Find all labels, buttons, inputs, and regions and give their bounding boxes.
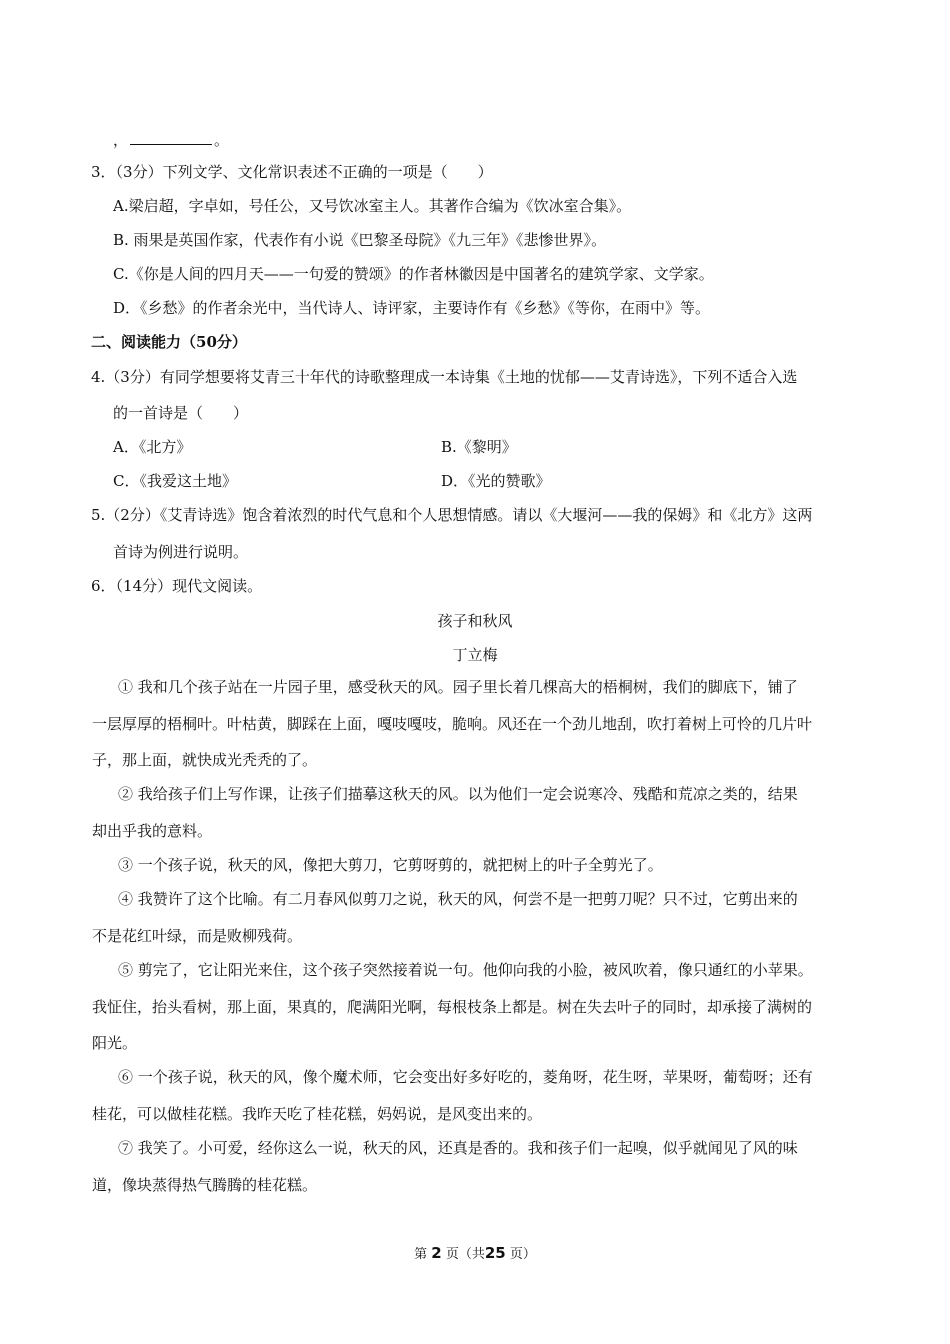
answer-blank-line: ， 。 — [113, 131, 230, 149]
article-paragraph-line: 一层厚厚的梧桐叶。叶枯黄，脚踩在上面，嘎吱嘎吱，脆响。风还在一个劲儿地刮，吹打着树上可怜的几片叶 — [92, 715, 813, 733]
article-title: 孩子和秋风 — [437, 612, 513, 630]
question-3-option-a: A.梁启超，字卓如，号任公，又号饮冰室主人。其著作合编为《饮冰室合集》。 — [113, 197, 632, 215]
article-paragraph-line: ② 我给孩子们上写作课，让孩子们描摹这秋天的风。以为他们一定会说寒冷、残酷和荒凉之类的，结果 — [118, 785, 798, 803]
page-total: 25 — [484, 1244, 506, 1262]
question-4-option-b: B.《黎明》 — [441, 438, 517, 456]
question-6-stem: 6．（14分）现代文阅读。 — [91, 577, 263, 595]
question-5-stem: 5.（2分）《艾青诗选》饱含着浓烈的时代气息和个人思想情感。请以《大堰河——我的保姆》和《北方》这两 — [91, 506, 813, 524]
question-4-option-d: D．《光的赞歌》 — [441, 472, 551, 490]
article-author: 丁立梅 — [452, 646, 498, 664]
article-paragraph-line: ④ 我赞许了这个比喻。有二月春风似剪刀之说，秋天的风，何尝不是一把剪刀呢？只不过，它剪出来的 — [118, 890, 798, 908]
article-paragraph-line: 桂花，可以做桂花糕。我昨天吃了桂花糕，妈妈说，是风变出来的。 — [92, 1105, 543, 1123]
article-paragraph-line: 道，像块蒸得热气腾腾的桂花糕。 — [92, 1176, 318, 1194]
section-heading: 二、阅读能力（50分） — [91, 333, 247, 351]
article-paragraph-line: ③ 一个孩子说，秋天的风，像把大剪刀，它剪呀剪的，就把树上的叶子全剪光了。 — [118, 856, 663, 874]
article-paragraph-line: ① 我和几个孩子站在一片园子里，感受秋天的风。园子里长着几棵高大的梧桐树，我们的脚底下，铺了 — [118, 678, 798, 696]
question-4-stem-continued: 的一首诗是（ ） — [113, 404, 249, 422]
article-paragraph-line: ⑤ 剪完了，它让阳光来住，这个孩子突然接着说一句。他仰向我的小脸，被风吹着，像只通红的小苹果。 — [118, 961, 813, 979]
question-4-stem: 4.（3分）有同学想要将艾青三十年代的诗歌整理成一本诗集《土地的忧郁——艾青诗选》，下列不适合入选 — [91, 368, 798, 386]
answer-blank — [130, 132, 212, 145]
question-3-stem: 3．（3分）下列文学、文化常识表述不正确的一项是（ ） — [91, 163, 493, 181]
article-paragraph-line: 阳光。 — [92, 1034, 138, 1052]
article-paragraph-line: 我怔住，抬头看树，那上面，果真的，爬满阳光啊，每根枝条上都是。树在失去叶子的同时，却承接了满树的 — [92, 998, 813, 1016]
article-paragraph-line: ⑥ 一个孩子说，秋天的风，像个魔术师，它会变出好多好吃的，菱角呀，花生呀，苹果呀，葡萄呀；还有 — [118, 1068, 813, 1086]
question-3-option-c: C.《你是人间的四月天——一句爱的赞颂》的作者林徽因是中国著名的建筑学家、文学家。 — [113, 265, 714, 283]
question-5-stem-continued: 首诗为例进行说明。 — [113, 543, 249, 561]
question-3-option-d: D．《乡愁》的作者余光中，当代诗人、诗评家，主要诗作有《乡愁》《等你，在雨中》等。 — [113, 299, 711, 317]
page-footer: 第 2 页（共25 页） — [414, 1244, 536, 1262]
article-paragraph-line: 子，那上面，就快成光秃秃的了。 — [92, 751, 318, 769]
question-3-option-b: B. 雨果是英国作家，代表作有小说《巴黎圣母院》《九三年》《悲惨世界》。 — [113, 231, 607, 249]
question-4-option-a: A．《北方》 — [113, 438, 192, 456]
article-paragraph-line: 不是花红叶绿，而是败柳残荷。 — [92, 927, 303, 945]
question-4-option-c: C．《我爱这土地》 — [113, 472, 237, 490]
page-number: 2 — [431, 1244, 442, 1262]
article-paragraph-line: 却出乎我的意料。 — [92, 822, 213, 840]
article-paragraph-line: ⑦ 我笑了。小可爱，经你这么一说，秋天的风，还真是香的。我和孩子们一起嗅，似乎就闻见了风的味 — [118, 1139, 798, 1157]
